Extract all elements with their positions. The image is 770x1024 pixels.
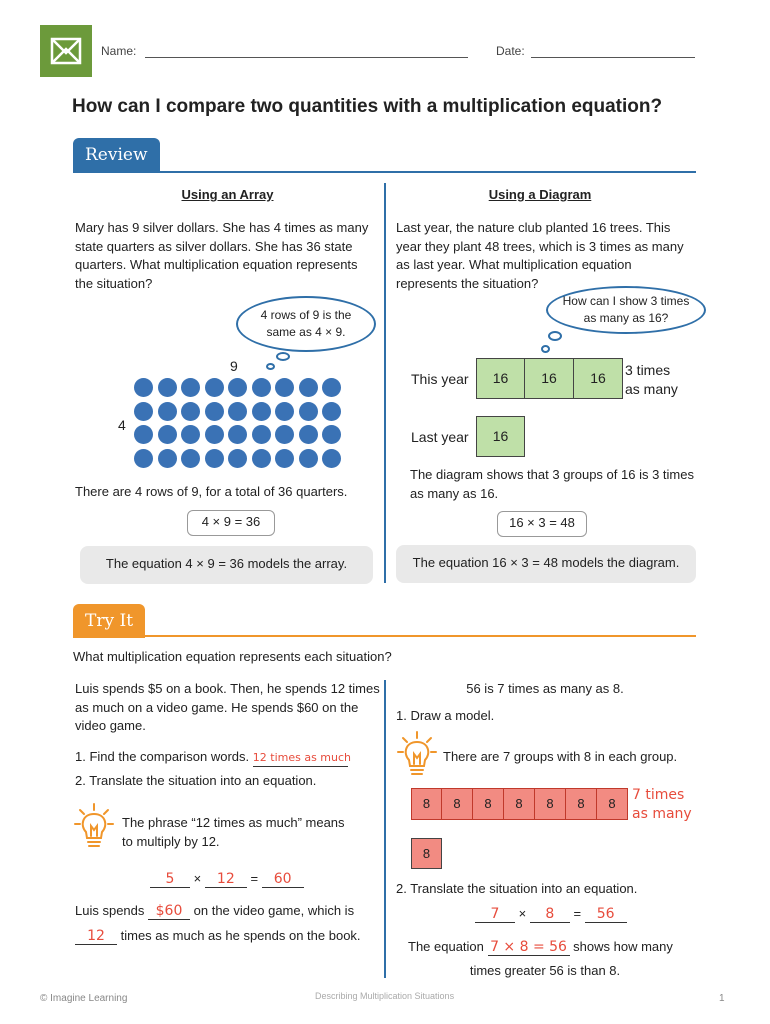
date-field[interactable] (531, 57, 695, 58)
on-video-text: on the video game, which is (193, 903, 355, 918)
tryit-rule (73, 635, 696, 637)
answer-times[interactable]: 12 (75, 928, 117, 945)
array-dot (134, 425, 153, 444)
tryit-tab: Try It (73, 604, 145, 638)
equals-sign: = (573, 906, 582, 921)
luis-equation (150, 870, 304, 889)
right-sentence-line2: times greater 56 is than 8. (469, 963, 621, 978)
times-as-much-text: times as much as he spends on the book. (120, 928, 361, 943)
array-dot (322, 449, 341, 468)
array-dot (252, 378, 271, 397)
array-dot (322, 425, 341, 444)
array-dot (275, 402, 294, 421)
dot-array (134, 378, 384, 470)
model-cell: 8 (411, 788, 442, 820)
diagram-summary: The diagram shows that 3 groups of 16 is 3 times as many as 16. (410, 467, 694, 501)
diagram-cell: 16 (524, 358, 574, 399)
array-dot (299, 378, 318, 397)
array-dot (134, 378, 153, 397)
luis-spends-text: Luis spends (75, 903, 145, 918)
cols-label: 9 (230, 358, 238, 374)
tryit-divider (384, 680, 386, 978)
right-equation (475, 905, 627, 924)
bubble-puff (541, 345, 550, 353)
luis-sentence-line2 (75, 927, 361, 946)
array-dot (158, 378, 177, 397)
array-dot (181, 402, 200, 421)
diagram-problem-text: Last year, the nature club planted 16 trees. This year they plant 48 trees, which is 3 times as many as last year. What multiplication equation represents the situation? (396, 220, 684, 291)
array-dot (228, 449, 247, 468)
tryit-prompt: What multiplication equation represents each situation? (73, 649, 392, 664)
array-dot (322, 402, 341, 421)
shows-text: shows how many (573, 939, 673, 954)
array-dot (252, 402, 271, 421)
thought-bubble-text: 4 rows of 9 is the same as 4 × 9. (260, 308, 352, 339)
model-cell: 8 (596, 788, 628, 820)
array-equation: 4 × 9 = 36 (187, 510, 275, 536)
answer-factor-b[interactable]: 12 (205, 871, 247, 888)
array-dot (228, 425, 247, 444)
footer-title: Describing Multiplication Situations (315, 991, 455, 1001)
array-summary: There are 4 rows of 9, for a total of 36 quarters. (75, 484, 348, 499)
diagram-equation: 16 × 3 = 48 (497, 511, 587, 537)
array-dot (205, 378, 224, 397)
array-problem-text: Mary has 9 silver dollars. She has 4 times as many state quarters as silver dollars. She has 36 state quarters. What multiplication equation represents the situation? (75, 220, 369, 291)
bubble-puff (548, 331, 562, 341)
array-dot (299, 402, 318, 421)
step2-translate-right: 2. Translate the situation into an equation. (396, 881, 638, 896)
answer-product[interactable]: 56 (585, 906, 627, 923)
review-rule (73, 171, 696, 173)
lightbulb-icon (397, 730, 437, 780)
date-label: Date: (496, 44, 525, 58)
page-title: How can I compare two quantities with a multiplication equation? (72, 96, 663, 117)
array-dot (299, 449, 318, 468)
model-times-label: 7 times as many (632, 787, 692, 822)
diagram-model-statement: The equation 16 × 3 = 48 models the diagram. (396, 545, 696, 583)
diagram-cell: 16 (476, 416, 525, 457)
luis-sentence-line1 (75, 902, 354, 921)
bubble-puff (276, 352, 290, 361)
array-dot (205, 449, 224, 468)
right-sentence-line1 (408, 938, 673, 957)
equals-sign: = (250, 871, 259, 886)
times-sign: × (193, 871, 202, 886)
the-equation-text: The equation (408, 939, 484, 954)
review-divider (384, 183, 386, 583)
thought-bubble-array (236, 296, 376, 352)
times-as-many-label: 3 times as many (625, 362, 678, 397)
tip-groups: There are 7 groups with 8 in each group. (443, 749, 678, 764)
luis-problem-text: Luis spends $5 on a book. Then, he spends 12 times as much on a video game. He spends $60 on the video game. (75, 681, 380, 733)
this-year-label: This year (411, 371, 469, 387)
answer-factor-b[interactable]: 8 (530, 906, 570, 923)
model-cell: 8 (472, 788, 504, 820)
publisher-logo (40, 25, 92, 77)
model-cell: 8 (441, 788, 473, 820)
model-cell: 8 (503, 788, 535, 820)
array-dot (252, 449, 271, 468)
diagram-cell: 16 (476, 358, 525, 399)
diagram-heading: Using a Diagram (488, 187, 592, 202)
array-dot (299, 425, 318, 444)
name-field[interactable] (145, 57, 468, 58)
answer-amount[interactable]: $60 (148, 903, 190, 920)
answer-factor-a[interactable]: 5 (150, 871, 190, 888)
array-model-statement: The equation 4 × 9 = 36 models the array. (80, 546, 373, 584)
model-cell: 8 (534, 788, 566, 820)
page-number: 1 (719, 993, 725, 1004)
name-label: Name: (101, 44, 137, 58)
array-dot (158, 425, 177, 444)
array-heading: Using an Array (181, 187, 274, 202)
array-dot (228, 402, 247, 421)
lightbulb-icon (74, 802, 114, 852)
thought-bubble-text: How can I show 3 times as many as 16? (562, 294, 690, 325)
answer-factor-a[interactable]: 7 (475, 906, 515, 923)
array-dot (181, 425, 200, 444)
answer-product[interactable]: 60 (262, 871, 304, 888)
times-sign: × (518, 906, 527, 921)
array-dot (228, 378, 247, 397)
step1-find-words (75, 748, 352, 767)
array-dot (181, 378, 200, 397)
answer-comparison-words[interactable]: 12 times as much (253, 750, 348, 767)
array-dot (275, 449, 294, 468)
thought-bubble-diagram (546, 286, 706, 334)
array-dot (181, 449, 200, 468)
step1-text: 1. Find the comparison words. (75, 749, 250, 764)
answer-equation[interactable]: 7 × 8 = 56 (488, 939, 570, 956)
review-tab: Review (73, 138, 160, 172)
last-year-label: Last year (411, 429, 469, 445)
tip-multiply-by-12: The phrase “12 times as much” means to multiply by 12. (122, 815, 345, 849)
rows-label: 4 (118, 417, 126, 433)
model-single-cell: 8 (411, 838, 442, 869)
array-dot (158, 402, 177, 421)
footer-brand: © Imagine Learning (40, 993, 128, 1004)
array-dot (275, 425, 294, 444)
array-dot (322, 378, 341, 397)
model-cell: 8 (565, 788, 597, 820)
array-dot (252, 425, 271, 444)
bubble-puff (266, 363, 275, 370)
array-dot (205, 425, 224, 444)
diagram-cell: 16 (573, 358, 623, 399)
array-dot (134, 402, 153, 421)
tryit-right-heading: 56 is 7 times as many as 8. (466, 681, 624, 696)
array-dot (158, 449, 177, 468)
step2-translate: 2. Translate the situation into an equation. (75, 773, 317, 788)
array-dot (205, 402, 224, 421)
array-dot (275, 378, 294, 397)
step1-draw-model: 1. Draw a model. (396, 708, 495, 723)
array-dot (134, 449, 153, 468)
